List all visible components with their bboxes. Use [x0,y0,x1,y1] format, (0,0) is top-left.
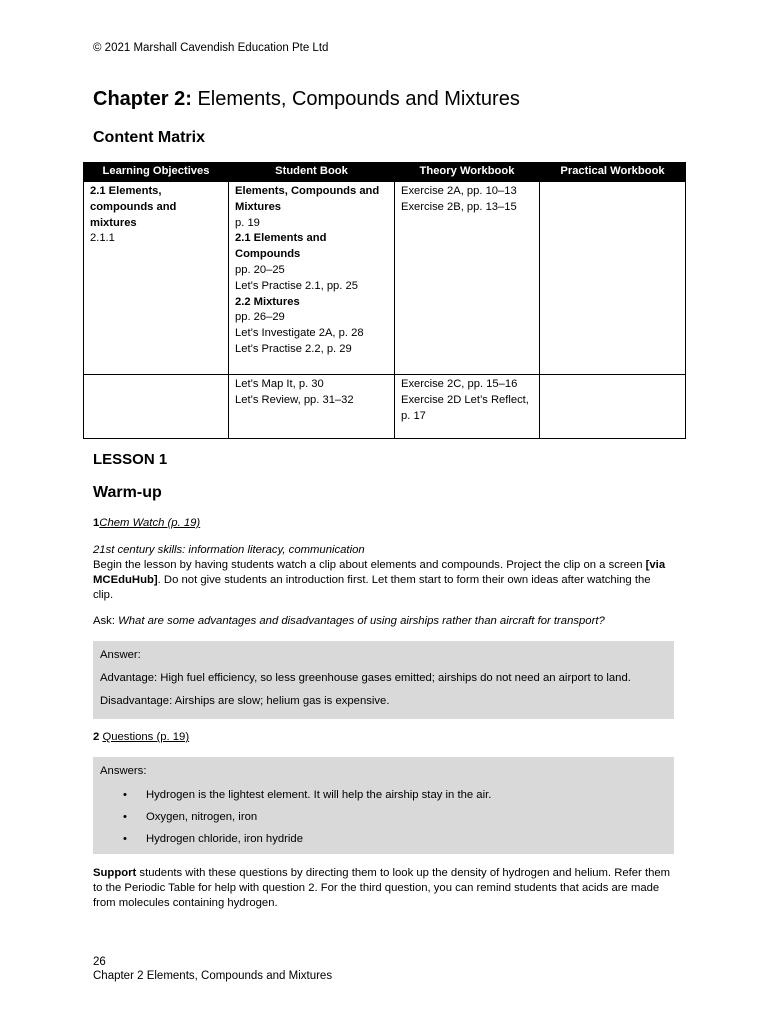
book-entry: p. 19 [235,216,260,229]
list-item [100,810,667,825]
theory-entry: Exercise 2D Let’s Reflect, p. 17 [401,393,529,422]
book-entry: Elements, Compounds and Mixtures [235,185,380,213]
book-entry: Let’s Review, pp. 31–32 [235,393,354,406]
answer-advantage: Advantage: High fuel efficiency, so less greenhouse gases emitted; airships do not need an airport to land. [100,672,631,684]
practical-workbook-cell [540,182,686,375]
book-entry: Let’s Map It, p. 30 [235,378,324,390]
item-number: 1 [93,517,100,529]
book-entry: pp. 20–25 [235,263,285,276]
skills-line: 21st century skills: information literacy, communication [93,544,365,556]
theory-workbook-cell [395,375,540,439]
theory-entry: Exercise 2C, pp. 15–16 [401,378,518,390]
list-item [100,788,667,803]
objective-code: 2.1.1 [90,232,115,245]
column-header: Theory Workbook [395,163,540,182]
content-matrix-table [83,162,686,439]
objective-title: 2.1 Elements, compounds and mixtures [90,185,177,229]
book-entry: Let’s Investigate 2A, p. 28 [235,327,364,340]
list-item [100,832,667,847]
bullet-icon: • [123,789,127,801]
answers-label: Answers: [100,765,147,777]
list-item-text: Hydrogen is the lightest element. It will help the airship stay in the air. [146,789,492,801]
column-header: Student Book [229,163,395,182]
column-header: Learning Objectives [84,163,229,182]
support-paragraph [93,866,673,911]
answer-disadvantage: Disadvantage: Airships are slow; helium gas is expensive. [100,695,390,707]
answer-label: Answer: [100,649,141,661]
student-book-cell [229,182,395,375]
objectives-cell [84,375,229,439]
answer-box-1 [93,641,674,719]
bullet-icon: • [123,811,127,823]
theory-entry: Exercise 2B, pp. 13–15 [401,200,517,213]
table-header-row [84,163,686,182]
book-entry: 2.1 Elements and Compounds [235,232,327,261]
book-entry: Let’s Practise 2.1, pp. 25 [235,279,358,292]
ask-question: What are some advantages and disadvantages of using airships rather than aircraft for transport? [118,615,605,627]
theory-entry: Exercise 2A, pp. 10–13 [401,185,517,197]
book-entry: Let’s Practise 2.2, p. 29 [235,342,352,355]
practical-workbook-cell [540,375,686,439]
ask-paragraph [93,614,673,629]
content-matrix-heading: Content Matrix [93,129,205,146]
answer-box-2 [93,757,674,854]
chapter-title [93,88,520,111]
column-header: Practical Workbook [540,163,686,182]
intro-paragraph [93,558,673,603]
student-book-cell [229,375,395,439]
item-title: Chem Watch (p. 19) [99,517,201,529]
table-row [84,375,686,439]
item-2-title [93,730,673,745]
intro-text-end: . Do not give students an introduction first. Let them start to form their own ideas after watching the clip. [93,574,651,601]
list-item-text: Oxygen, nitrogen, iron [146,811,258,823]
item-title: Questions (p. 19) [102,731,190,743]
ask-label: Ask: [93,615,119,627]
mceduhub-label: [via MCEduHub] [93,559,666,586]
table-row [84,182,686,375]
intro-text: Begin the lesson by having students watch a clip about elements and compounds. Project the clip on a screen [93,559,646,571]
chapter-name: Elements, Compounds and Mixtures [191,88,520,110]
support-text: students with these questions by directing them to look up the density of hydrogen and helium. Refer them to the Periodic Table for help with question 2. For the third question, you can remind students that acids are made from molecules containing hydrogen. [93,867,671,909]
bullet-icon: • [123,833,127,845]
page-footer [93,955,332,983]
book-entry: 2.2 Mixtures [235,295,300,308]
theory-workbook-cell [395,182,540,375]
book-entry: pp. 26–29 [235,311,285,324]
page-number: 26 [93,956,106,968]
chapter-number: Chapter 2: [93,88,192,110]
objectives-cell [84,182,229,375]
item-number: 2 [93,731,100,743]
warmup-heading: Warm-up [93,484,162,501]
support-label: Support [93,867,137,879]
copyright-notice: © 2021 Marshall Cavendish Education Pte Ltd [93,42,329,54]
lesson-heading: LESSON 1 [93,451,168,468]
footer-chapter-title: Chapter 2 Elements, Compounds and Mixtures [93,970,333,982]
list-item-text: Hydrogen chloride, iron hydride [146,833,303,845]
answers-list [100,788,667,847]
item-1-title [93,516,673,531]
